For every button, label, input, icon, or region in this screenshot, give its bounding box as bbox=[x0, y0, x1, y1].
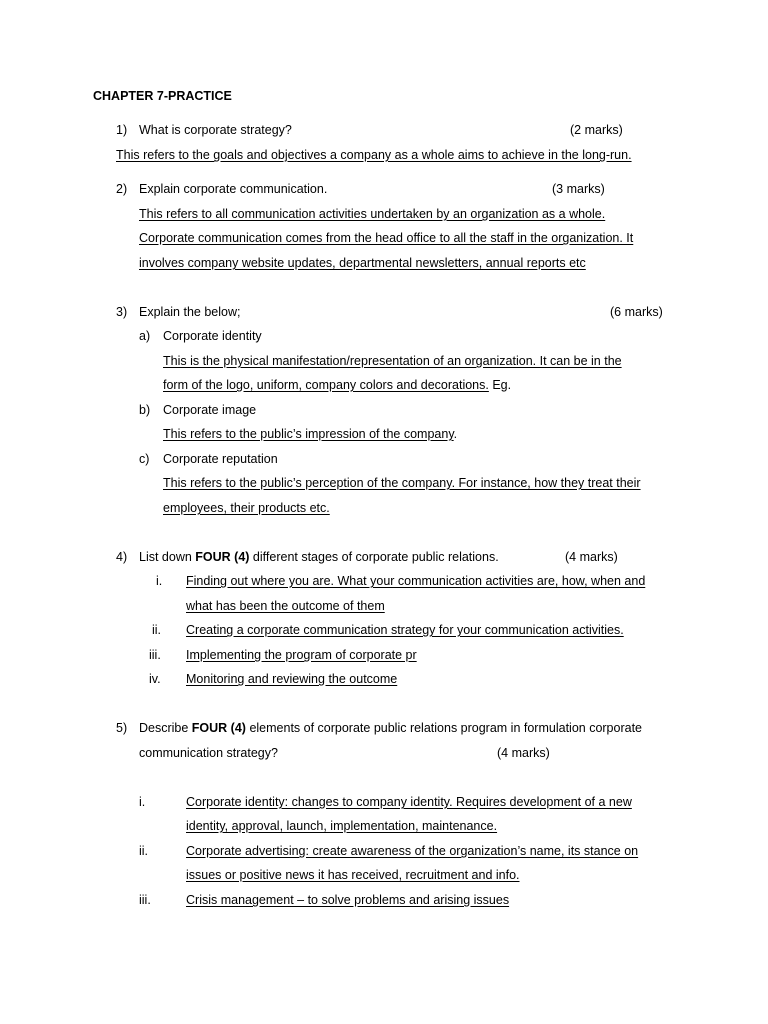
question-2-answer-line-1: This refers to all communication activities undertaken by an organization as a whole. bbox=[139, 207, 606, 221]
question-5-text-line-2: communication strategy? bbox=[139, 746, 278, 760]
question-4-text-bold: FOUR (4) bbox=[195, 550, 250, 564]
question-1-answer: This refers to the goals and objectives a company as a whole aims to achieve in the long-run. bbox=[116, 148, 632, 162]
question-4-text-post: different stages of corporate public relations. bbox=[249, 550, 499, 564]
question-1-number: 1) bbox=[116, 123, 128, 137]
question-4-item-3-line-1: Implementing the program of corporate pr bbox=[186, 648, 417, 662]
question-3b-answer: This refers to the public’s impression of the company bbox=[163, 427, 454, 441]
question-5-item-2-line-2: issues or positive news it has received, recruitment and info. bbox=[186, 868, 520, 882]
question-2-answer-line-2: Corporate communication comes from the head office to all the staff in the organization. It bbox=[139, 231, 634, 245]
question-5-item-3-label: iii. bbox=[139, 893, 151, 907]
question-4-item-2-label: ii. bbox=[152, 623, 162, 637]
question-5-marks: (4 marks) bbox=[497, 746, 550, 760]
question-2-number: 2) bbox=[116, 182, 128, 196]
page-title: CHAPTER 7-PRACTICE bbox=[93, 89, 232, 103]
question-5-text-bold: FOUR (4) bbox=[191, 721, 246, 735]
question-3b-label: b) bbox=[139, 403, 151, 417]
question-3c-answer-line-2: employees, their products etc. bbox=[163, 501, 330, 515]
question-5-item-2-line-1: Corporate advertising: create awareness of the organization’s name, its stance on bbox=[186, 844, 639, 858]
question-4-item-3-label: iii. bbox=[149, 648, 161, 662]
question-3b-title: Corporate image bbox=[163, 403, 257, 417]
question-4-item-1-line-1: Finding out where you are. What your communication activities are, how, when and bbox=[186, 574, 646, 588]
question-4-item-4-line-1: Monitoring and reviewing the outcome bbox=[186, 672, 398, 686]
question-2-marks: (3 marks) bbox=[552, 182, 605, 196]
question-1-text: What is corporate strategy? bbox=[139, 123, 292, 137]
question-4-marks: (4 marks) bbox=[565, 550, 618, 564]
question-3a-label: a) bbox=[139, 329, 151, 343]
question-5-number: 5) bbox=[116, 721, 128, 735]
question-3c-title: Corporate reputation bbox=[163, 452, 278, 466]
question-4-item-1-line-2: what has been the outcome of them bbox=[186, 599, 385, 613]
question-5-item-3-line-1: Crisis management – to solve problems and arising issues bbox=[186, 893, 510, 907]
question-2-text: Explain corporate communication. bbox=[139, 182, 328, 196]
question-3b-answer-row bbox=[163, 426, 457, 442]
question-3a-answer-line-1: This is the physical manifestation/representation of an organization. It can be in the bbox=[163, 354, 622, 368]
question-4-number: 4) bbox=[116, 550, 128, 564]
question-1-marks: (2 marks) bbox=[570, 123, 623, 137]
question-3-marks: (6 marks) bbox=[610, 305, 663, 319]
question-5-text-post: elements of corporate public relations program in formulation corporate bbox=[245, 721, 643, 735]
question-5-text bbox=[139, 720, 642, 736]
question-3b-answer-tail: . bbox=[453, 427, 458, 441]
question-5-item-2-label: ii. bbox=[139, 844, 149, 858]
question-3c-answer-line-1: This refers to the public’s perception of the company. For instance, how they treat their bbox=[163, 476, 641, 490]
question-4-item-1-label: i. bbox=[156, 574, 163, 588]
question-3a-title: Corporate identity bbox=[163, 329, 262, 343]
question-5-item-1-line-1: Corporate identity: changes to company identity. Requires development of a new bbox=[186, 795, 632, 809]
question-4-item-4-label: iv. bbox=[149, 672, 161, 686]
question-2-answer-line-3: involves company website updates, departmental newsletters, annual reports etc bbox=[139, 256, 586, 270]
question-4-text-pre: List down bbox=[139, 550, 196, 564]
question-5-item-1-label: i. bbox=[139, 795, 146, 809]
question-3-text: Explain the below; bbox=[139, 305, 241, 319]
question-3c-label: c) bbox=[139, 452, 150, 466]
question-3-number: 3) bbox=[116, 305, 128, 319]
question-5-item-1-line-2: identity, approval, launch, implementation, maintenance. bbox=[186, 819, 498, 833]
question-5-text-pre: Describe bbox=[139, 721, 192, 735]
question-4-text bbox=[139, 549, 499, 565]
question-3a-answer-line-2-tail: Eg. bbox=[488, 378, 512, 392]
question-4-item-2-line-1: Creating a corporate communication strategy for your communication activities. bbox=[186, 623, 624, 637]
question-3a-answer-line-2-row bbox=[163, 377, 511, 393]
question-3a-answer-line-2: form of the logo, uniform, company colors and decorations. bbox=[163, 378, 489, 392]
